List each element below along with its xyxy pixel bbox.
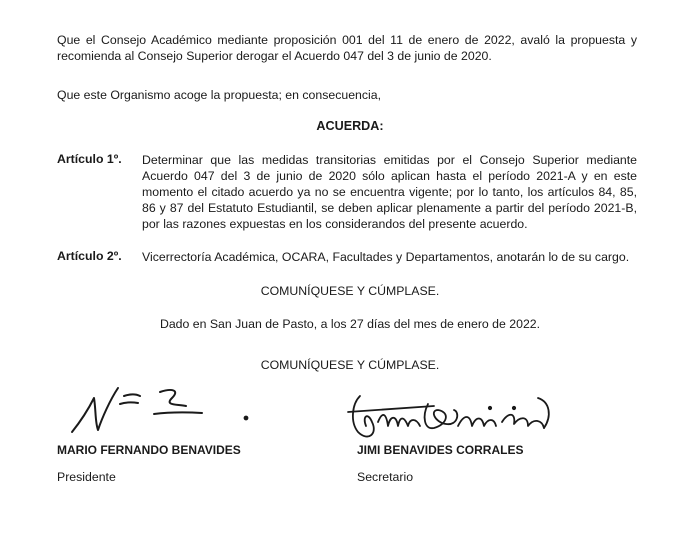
secretary-signature (338, 382, 558, 452)
article-1-label: Artículo 1º. (57, 152, 122, 166)
president-title: Presidente (57, 470, 116, 484)
closing-formula-1: COMUNÍQUESE Y CÚMPLASE. (260, 284, 440, 298)
article-2-text: Vicerrectoría Académica, OCARA, Facultades y Departamentos, anotarán lo de su cargo. (142, 250, 630, 264)
president-name: MARIO FERNANDO BENAVIDES (57, 443, 241, 457)
article-1-text: Determinar que las medidas transitorias emitidas por el Consejo Superior mediante Acuerdo 047 del 3 de junio de 2020 sólo aplican hasta el período 2021-A y en este momento el citado acuerdo ya no se encuentra vigente; por lo tanto, los artículos 84, 85, 86 y 87 del Estatuto Estudiantil, se deben aplicar plenamente a partir del período 2021-B, por las razones expuestas en los considerandos del presente acuerdo. (142, 153, 637, 231)
closing-formula-2: COMUNÍQUESE Y CÚMPLASE. (260, 358, 440, 372)
secretary-name: JIMI BENAVIDES CORRALES (357, 443, 524, 457)
considering-paragraph-1: Que el Consejo Académico mediante proposición 001 del 11 de enero de 2022, avaló la propuesta y recomienda al Consejo Superior derogar el Acuerdo 047 del 3 de junio de 2020. (57, 33, 637, 63)
secretary-title: Secretario (357, 470, 414, 484)
president-signature (60, 370, 270, 450)
resolution-heading: ACUERDA: (316, 119, 384, 133)
article-2-label: Artículo 2º. (57, 249, 122, 263)
date-place-line: Dado en San Juan de Pasto, a los 27 días del mes de enero de 2022. (159, 317, 541, 331)
considering-paragraph-2: Que este Organismo acoge la propuesta; en consecuencia, (57, 88, 382, 102)
